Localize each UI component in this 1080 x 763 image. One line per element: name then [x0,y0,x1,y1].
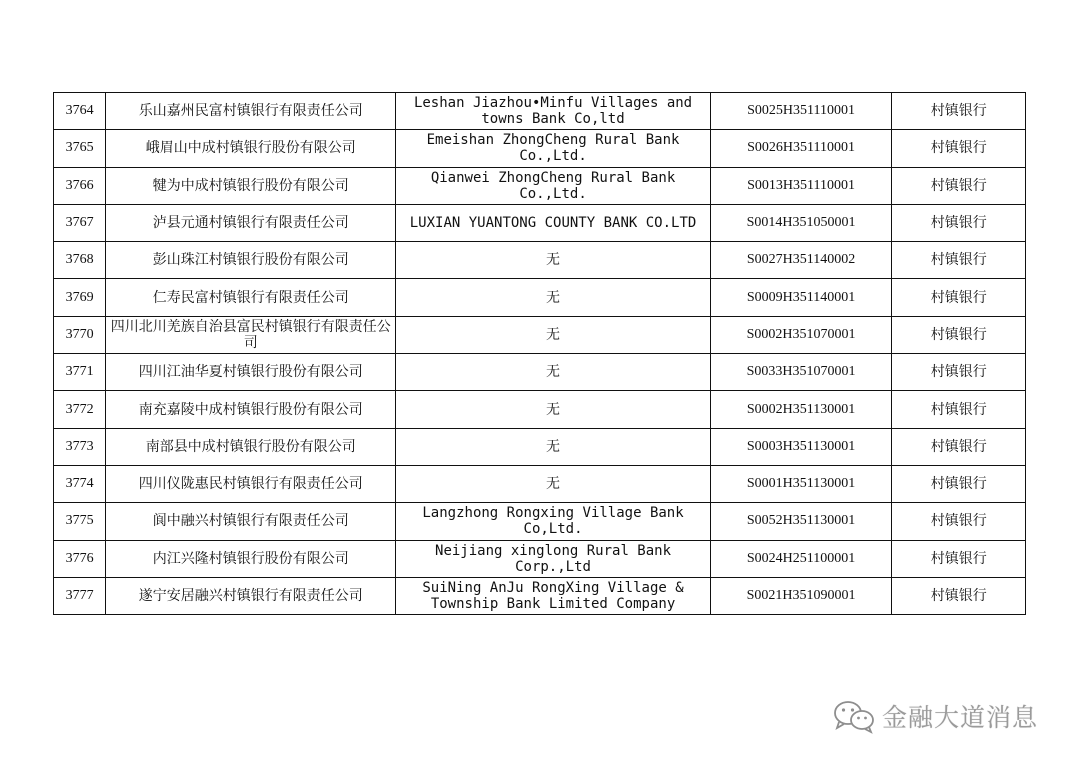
table-row [54,577,1026,614]
institution-type: 村镇银行 [892,242,1026,279]
row-number: 3772 [54,391,106,428]
row-number: 3775 [54,503,106,540]
bank-list-table [53,92,1026,615]
institution-type: 村镇银行 [892,316,1026,353]
row-number: 3768 [54,242,106,279]
institution-code: S0002H351070001 [710,316,892,353]
institution-code: S0013H351110001 [710,167,892,204]
wechat-icon [832,698,876,734]
row-number: 3767 [54,204,106,241]
table-row [54,391,1026,428]
bank-name-chinese: 南充嘉陵中成村镇银行股份有限公司 [106,391,396,428]
row-number: 3771 [54,354,106,391]
bank-name-chinese: 南部县中成村镇银行股份有限公司 [106,428,396,465]
table-row [54,279,1026,316]
table-row [54,428,1026,465]
institution-type: 村镇银行 [892,130,1026,167]
institution-code: S0024H251100001 [710,540,892,577]
row-number: 3766 [54,167,106,204]
institution-type: 村镇银行 [892,93,1026,130]
table-row [54,316,1026,353]
bank-name-english: 无 [396,316,710,353]
bank-name-chinese: 犍为中成村镇银行股份有限公司 [106,167,396,204]
watermark-text: 金融大道消息 [882,703,1039,732]
institution-code: S0027H351140002 [710,242,892,279]
bank-name-english: 无 [396,428,710,465]
bank-name-chinese: 彭山珠江村镇银行股份有限公司 [106,242,396,279]
institution-type: 村镇银行 [892,279,1026,316]
bank-name-chinese: 泸县元通村镇银行有限责任公司 [106,204,396,241]
bank-name-english: 无 [396,391,710,428]
bank-name-english: Neijiang xinglong Rural Bank Corp.,Ltd [396,540,710,577]
institution-type: 村镇银行 [892,354,1026,391]
row-number: 3773 [54,428,106,465]
institution-code: S0021H351090001 [710,577,892,614]
table-row [54,465,1026,502]
institution-code: S0052H351130001 [710,503,892,540]
bank-name-english: Langzhong Rongxing Village Bank Co,Ltd. [396,503,710,540]
table-row [54,204,1026,241]
institution-code: S0033H351070001 [710,354,892,391]
institution-code: S0025H351110001 [710,93,892,130]
row-number: 3770 [54,316,106,353]
table-row [54,503,1026,540]
institution-code: S0002H351130001 [710,391,892,428]
bank-name-chinese: 遂宁安居融兴村镇银行有限责任公司 [106,577,396,614]
bank-name-english: 无 [396,279,710,316]
bank-name-english: SuiNing AnJu RongXing Village & Township Bank Limited Company [396,577,710,614]
row-number: 3774 [54,465,106,502]
table-row [54,242,1026,279]
institution-type: 村镇银行 [892,465,1026,502]
institution-type: 村镇银行 [892,428,1026,465]
institution-type: 村镇银行 [892,540,1026,577]
institution-type: 村镇银行 [892,167,1026,204]
institution-type: 村镇银行 [892,577,1026,614]
bank-name-english: Leshan Jiazhou•Minfu Villages and towns Bank Co,ltd [396,93,710,130]
row-number: 3769 [54,279,106,316]
table-body [54,93,1026,615]
row-number: 3776 [54,540,106,577]
institution-code: S0003H351130001 [710,428,892,465]
bank-name-chinese: 四川仪陇惠民村镇银行有限责任公司 [106,465,396,502]
institution-type: 村镇银行 [892,204,1026,241]
row-number: 3765 [54,130,106,167]
bank-name-english: 无 [396,465,710,502]
bank-name-english: 无 [396,354,710,391]
bank-name-english: Emeishan ZhongCheng Rural Bank Co.,Ltd. [396,130,710,167]
table-row [54,354,1026,391]
institution-code: S0001H351130001 [710,465,892,502]
bank-name-chinese: 乐山嘉州民富村镇银行有限责任公司 [106,93,396,130]
table-row [54,130,1026,167]
table-row [54,540,1026,577]
institution-type: 村镇银行 [892,503,1026,540]
institution-code: S0014H351050001 [710,204,892,241]
row-number: 3777 [54,577,106,614]
bank-name-chinese: 四川北川羌族自治县富民村镇银行有限责任公司 [106,316,396,353]
institution-code: S0009H351140001 [710,279,892,316]
bank-name-chinese: 峨眉山中成村镇银行股份有限公司 [106,130,396,167]
table-row [54,93,1026,130]
bank-name-english: Qianwei ZhongCheng Rural Bank Co.,Ltd. [396,167,710,204]
bank-name-chinese: 阆中融兴村镇银行有限责任公司 [106,503,396,540]
institution-code: S0026H351110001 [710,130,892,167]
bank-name-english: 无 [396,242,710,279]
institution-type: 村镇银行 [892,391,1026,428]
bank-name-chinese: 内江兴隆村镇银行股份有限公司 [106,540,396,577]
bank-name-chinese: 仁寿民富村镇银行有限责任公司 [106,279,396,316]
table-row [54,167,1026,204]
bank-name-chinese: 四川江油华夏村镇银行股份有限公司 [106,354,396,391]
row-number: 3764 [54,93,106,130]
bank-name-english: LUXIAN YUANTONG COUNTY BANK CO.LTD [396,204,710,241]
watermark [832,696,1038,736]
